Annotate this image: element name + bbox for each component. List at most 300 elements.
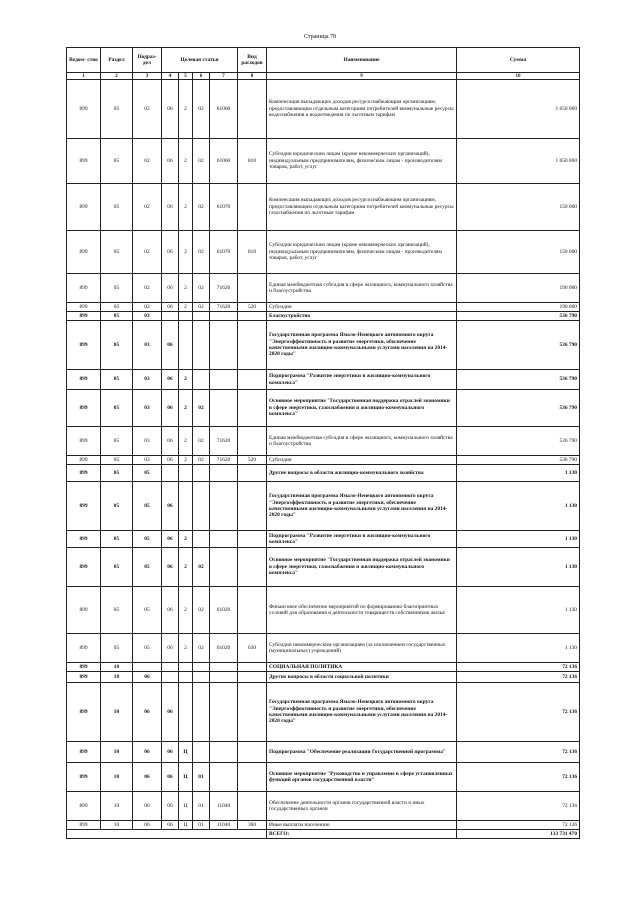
- cell-podrazdel: 03: [133, 321, 162, 370]
- page-label: Страница 78: [303, 34, 337, 40]
- cell-razdel: 05: [101, 303, 133, 312]
- col-num: 2: [101, 73, 133, 80]
- header-row: [67, 48, 580, 73]
- cell-celevaya-2: Ц: [179, 763, 193, 792]
- table-row: [67, 370, 580, 390]
- cell-razdel: 05: [101, 321, 133, 370]
- cell-celevaya-3: 02: [193, 274, 210, 303]
- cell-razdel: 05: [101, 456, 133, 465]
- cell-name: Основное мероприятие "Руководство и управление в сфере установленных функций органов государственной власти": [267, 763, 457, 792]
- cell-razdel: 05: [101, 531, 133, 548]
- cell-podrazdel: [133, 663, 162, 672]
- cell-razdel: 05: [101, 312, 133, 321]
- cell-razdel: 05: [101, 184, 133, 231]
- cell-podrazdel: 05: [133, 531, 162, 548]
- cell-podrazdel: 05: [133, 587, 162, 634]
- table-row: [67, 587, 580, 634]
- cell-celevaya-1: 06: [162, 139, 179, 184]
- cell-ved: 899: [67, 683, 101, 742]
- cell-celevaya-2: Ц: [179, 742, 193, 763]
- cell-razdel: 05: [101, 465, 133, 482]
- col-num: 8: [238, 73, 267, 80]
- cell-celevaya-2: [179, 672, 193, 683]
- cell-podrazdel: 05: [133, 634, 162, 663]
- cell-razdel: 05: [101, 587, 133, 634]
- cell-vid: [238, 763, 267, 792]
- cell-celevaya-2: [179, 465, 193, 482]
- cell-celevaya-3: 02: [193, 456, 210, 465]
- table-row: [67, 456, 580, 465]
- cell-vid: [238, 587, 267, 634]
- cell-celevaya-4: 71620: [210, 427, 238, 456]
- cell-ved: 899: [67, 742, 101, 763]
- cell-sum: 1 130: [457, 465, 580, 482]
- cell-vid: [238, 792, 267, 821]
- cell-ved: 899: [67, 390, 101, 427]
- cell-celevaya-4: [210, 321, 238, 370]
- cell-sum: 72 136: [457, 763, 580, 792]
- cell-celevaya-3: [193, 531, 210, 548]
- cell-ved: 899: [67, 672, 101, 683]
- table-row: [67, 531, 580, 548]
- cell-sum: 536 790: [457, 321, 580, 370]
- total-row: [67, 830, 580, 839]
- cell-podrazdel: 03: [133, 370, 162, 390]
- cell-sum: 1 650 000: [457, 139, 580, 184]
- cell-celevaya-3: [193, 482, 210, 531]
- cell-celevaya-2: Ц: [179, 821, 193, 830]
- cell-vid: [238, 465, 267, 482]
- cell-razdel: 05: [101, 80, 133, 139]
- cell-podrazdel: 06: [133, 672, 162, 683]
- cell-celevaya-3: 01: [193, 792, 210, 821]
- cell-celevaya-2: 2: [179, 456, 193, 465]
- cell-celevaya-1: 06: [162, 683, 179, 742]
- cell-sum: 536 790: [457, 312, 580, 321]
- cell-celevaya-1: [162, 465, 179, 482]
- cell-celevaya-2: 2: [179, 274, 193, 303]
- cell-celevaya-4: [210, 548, 238, 587]
- cell-razdel: 05: [101, 231, 133, 274]
- cell-celevaya-2: 2: [179, 548, 193, 587]
- cell-celevaya-2: 2: [179, 80, 193, 139]
- cell-celevaya-3: 02: [193, 548, 210, 587]
- cell-podrazdel: 05: [133, 465, 162, 482]
- cell-sum: 1 130: [457, 482, 580, 531]
- cell-name: Субсидии: [267, 303, 457, 312]
- cell-ved: 899: [67, 531, 101, 548]
- cell-celevaya-3: 02: [193, 427, 210, 456]
- cell-ved: 899: [67, 321, 101, 370]
- cell-vid: [238, 80, 267, 139]
- cell-vid: [238, 531, 267, 548]
- cell-ved: 899: [67, 763, 101, 792]
- cell-celevaya-2: [179, 482, 193, 531]
- cell-ved: 899: [67, 792, 101, 821]
- cell-celevaya-1: [162, 663, 179, 672]
- cell-podrazdel: 06: [133, 821, 162, 830]
- cell-podrazdel: 03: [133, 456, 162, 465]
- cell-name: СОЦИАЛЬНАЯ ПОЛИТИКА: [267, 663, 457, 672]
- cell-celevaya-2: 2: [179, 390, 193, 427]
- cell-vid: [238, 321, 267, 370]
- cell-name: Благоустройство: [267, 312, 457, 321]
- cell-celevaya-1: 06: [162, 587, 179, 634]
- table-row: [67, 303, 580, 312]
- cell-celevaya-1: 06: [162, 274, 179, 303]
- cell-celevaya-3: 02: [193, 139, 210, 184]
- cell-name: Другие вопросы в области жилищно-коммунального хозяйства: [267, 465, 457, 482]
- cell-celevaya-2: 2: [179, 184, 193, 231]
- cell-ved: 899: [67, 274, 101, 303]
- cell-celevaya-1: 06: [162, 80, 179, 139]
- cell-vid: 810: [238, 139, 267, 184]
- cell-vid: [238, 427, 267, 456]
- cell-celevaya-4: [210, 531, 238, 548]
- table-row: [67, 390, 580, 427]
- cell-podrazdel: 02: [133, 184, 162, 231]
- cell-podrazdel: 05: [133, 548, 162, 587]
- cell-vid: [238, 184, 267, 231]
- cell-celevaya-1: 06: [162, 548, 179, 587]
- cell-sum: 150 000: [457, 231, 580, 274]
- cell-celevaya-2: 2: [179, 370, 193, 390]
- cell-razdel: 10: [101, 683, 133, 742]
- cell-name: Основное мероприятие "Государственная поддержка отраслей экономики в сфере энергетики, газоснабжения и жилищно-коммунального комплекса": [267, 390, 457, 427]
- cell-celevaya-3: [193, 683, 210, 742]
- cell-celevaya-4: [210, 742, 238, 763]
- cell-celevaya-4: [210, 465, 238, 482]
- table-row: [67, 672, 580, 683]
- cell-sum: 536 790: [457, 456, 580, 465]
- cell-vid: 360: [238, 821, 267, 830]
- table-row: [67, 792, 580, 821]
- total-sum: 133 731 470: [457, 830, 580, 839]
- cell-sum: 150 000: [457, 184, 580, 231]
- cell-name: Субсидии некоммерческим организациям (за исключением государственных (муниципальных) учреждений): [267, 634, 457, 663]
- header-sum: Сумма: [457, 48, 580, 73]
- cell-razdel: 10: [101, 742, 133, 763]
- cell-podrazdel: 02: [133, 303, 162, 312]
- cell-vid: [238, 683, 267, 742]
- cell-celevaya-1: 06: [162, 763, 179, 792]
- table-row: [67, 184, 580, 231]
- cell-podrazdel: 03: [133, 312, 162, 321]
- cell-vid: 810: [238, 231, 267, 274]
- cell-sum: 1 130: [457, 634, 580, 663]
- cell-celevaya-2: [179, 321, 193, 370]
- cell-name: Государственная программа Ямало-Ненецкого автономного округа "Энергоэффективность и развитие энергетики, обеспечение качественными жилищно-коммунальными услугами населения на 2014-2020 годы": [267, 683, 457, 742]
- cell-celevaya-1: 06: [162, 792, 179, 821]
- cell-sum: 190 000: [457, 303, 580, 312]
- table-row: [67, 634, 580, 663]
- cell-name: Подпрограмма "Развитие энергетики и жилищно-коммунального комплекса": [267, 531, 457, 548]
- table-row: [67, 80, 580, 139]
- cell-ved: 899: [67, 548, 101, 587]
- cell-razdel: 05: [101, 482, 133, 531]
- cell-celevaya-3: [193, 370, 210, 390]
- col-num: 4: [162, 73, 179, 80]
- cell-razdel: 10: [101, 821, 133, 830]
- cell-vid: [238, 390, 267, 427]
- cell-vid: [238, 742, 267, 763]
- cell-razdel: 05: [101, 548, 133, 587]
- cell-vid: [238, 672, 267, 683]
- cell-celevaya-3: 01: [193, 821, 210, 830]
- cell-sum: 1 130: [457, 531, 580, 548]
- col-num: 10: [457, 73, 580, 80]
- table-row: [67, 763, 580, 792]
- cell-celevaya-1: 06: [162, 231, 179, 274]
- col-num: 6: [193, 73, 210, 80]
- cell-name: Компенсация выпадающих доходов ресурсоснабжающим организациям, предоставляющим отдельным категориям потребителей коммунальные ресурсы газоснабжения по льготным тарифам: [267, 184, 457, 231]
- cell-name: Субсидии юридическим лицам (кроме некоммерческих организаций), индивидуальным предпринимателям, физическим лицам - производителям товаров, работ, услуг: [267, 231, 457, 274]
- col-num: 5: [179, 73, 193, 80]
- cell-podrazdel: 03: [133, 390, 162, 427]
- cell-ved: 899: [67, 482, 101, 531]
- table-row: [67, 312, 580, 321]
- total-label: ВСЕГО:: [267, 830, 457, 839]
- cell-celevaya-3: [193, 312, 210, 321]
- cell-celevaya-4: 11040: [210, 821, 238, 830]
- table-row: [67, 321, 580, 370]
- table-row: [67, 139, 580, 184]
- cell-vid: 520: [238, 456, 267, 465]
- cell-celevaya-4: [210, 390, 238, 427]
- cell-celevaya-3: 02: [193, 390, 210, 427]
- cell-celevaya-1: 06: [162, 427, 179, 456]
- cell-podrazdel: 02: [133, 274, 162, 303]
- budget-table: [66, 47, 580, 839]
- cell-celevaya-2: 2: [179, 587, 193, 634]
- cell-ved: 899: [67, 80, 101, 139]
- cell-razdel: 10: [101, 792, 133, 821]
- cell-razdel: 05: [101, 139, 133, 184]
- table-row: [67, 231, 580, 274]
- column-number-row: [67, 73, 580, 80]
- cell-celevaya-4: [210, 763, 238, 792]
- cell-ved: 899: [67, 821, 101, 830]
- cell-celevaya-2: 2: [179, 634, 193, 663]
- table-row: [67, 821, 580, 830]
- cell-vid: [238, 312, 267, 321]
- cell-ved: 899: [67, 231, 101, 274]
- cell-celevaya-1: 06: [162, 370, 179, 390]
- table-row: [67, 482, 580, 531]
- cell-name: Подпрограмма "Развитие энергетики и жилищно-коммунального комплекса": [267, 370, 457, 390]
- cell-celevaya-3: 01: [193, 763, 210, 792]
- cell-ved: 899: [67, 634, 101, 663]
- cell-celevaya-2: 2: [179, 427, 193, 456]
- cell-sum: 536 790: [457, 390, 580, 427]
- cell-name: Государственная программа Ямало-Ненецкого автономного округа "Энергоэффективность и развитие энергетики, обеспечение качественными жилищно-коммунальными услугами населения на 2014-2020 годы": [267, 321, 457, 370]
- cell-celevaya-4: 61060: [210, 139, 238, 184]
- cell-celevaya-1: 06: [162, 184, 179, 231]
- cell-name: Единая межбюджетная субсидия в сфере жилищного, коммунального хозяйства и благоустройства: [267, 427, 457, 456]
- cell-celevaya-4: 71620: [210, 456, 238, 465]
- cell-celevaya-4: 71620: [210, 274, 238, 303]
- cell-sum: 1 130: [457, 587, 580, 634]
- cell-celevaya-1: 06: [162, 531, 179, 548]
- cell-celevaya-1: 06: [162, 390, 179, 427]
- cell-ved: 899: [67, 312, 101, 321]
- cell-celevaya-3: [193, 465, 210, 482]
- cell-name: Обеспечение деятельности органов государственной власти и иных государственных органов: [267, 792, 457, 821]
- cell-sum: 72 136: [457, 821, 580, 830]
- cell-celevaya-4: [210, 683, 238, 742]
- table-body: [67, 80, 580, 830]
- cell-sum: 1 130: [457, 548, 580, 587]
- cell-sum: 536 790: [457, 370, 580, 390]
- cell-name: Основное мероприятие "Государственная поддержка отраслей экономики в сфере энергетики, газоснабжения и жилищно-коммунального комплекса": [267, 548, 457, 587]
- header-vid: Вид расходов: [238, 48, 267, 73]
- cell-celevaya-3: 02: [193, 634, 210, 663]
- cell-sum: 72 136: [457, 792, 580, 821]
- cell-name: Компенсация выпадающих доходов ресурсоснабжающим организациям, предоставляющим отдельным категориям потребителей коммунальные ресурсы водоснабжения и водоотведения по льготным тарифам: [267, 80, 457, 139]
- cell-celevaya-3: 02: [193, 587, 210, 634]
- cell-ved: 899: [67, 139, 101, 184]
- cell-ved: 899: [67, 587, 101, 634]
- cell-podrazdel: 03: [133, 427, 162, 456]
- table-row: [67, 548, 580, 587]
- cell-celevaya-1: 06: [162, 456, 179, 465]
- cell-sum: 536 790: [457, 427, 580, 456]
- col-num: 9: [267, 73, 457, 80]
- cell-celevaya-2: [179, 312, 193, 321]
- cell-podrazdel: 05: [133, 482, 162, 531]
- cell-razdel: 05: [101, 274, 133, 303]
- cell-celevaya-4: [210, 663, 238, 672]
- cell-podrazdel: 02: [133, 139, 162, 184]
- cell-ved: 899: [67, 427, 101, 456]
- cell-celevaya-1: [162, 312, 179, 321]
- cell-podrazdel: 02: [133, 231, 162, 274]
- header-name: Наименование: [267, 48, 457, 73]
- cell-celevaya-3: [193, 672, 210, 683]
- cell-sum: 72 136: [457, 683, 580, 742]
- cell-celevaya-4: 11040: [210, 792, 238, 821]
- header-razdel: Раздел: [101, 48, 133, 73]
- cell-vid: [238, 274, 267, 303]
- header-celevaya: Целевая статья: [162, 48, 238, 73]
- table-row: [67, 427, 580, 456]
- cell-celevaya-2: [179, 663, 193, 672]
- cell-celevaya-2: 2: [179, 303, 193, 312]
- cell-celevaya-4: [210, 482, 238, 531]
- cell-sum: 190 000: [457, 274, 580, 303]
- cell-celevaya-4: 71620: [210, 303, 238, 312]
- cell-razdel: 05: [101, 634, 133, 663]
- cell-celevaya-3: [193, 663, 210, 672]
- cell-vid: [238, 663, 267, 672]
- cell-vid: [238, 370, 267, 390]
- cell-celevaya-1: 06: [162, 821, 179, 830]
- cell-celevaya-1: 06: [162, 634, 179, 663]
- cell-sum: 72 136: [457, 663, 580, 672]
- cell-celevaya-4: 61070: [210, 184, 238, 231]
- table-row: [67, 274, 580, 303]
- cell-celevaya-3: [193, 742, 210, 763]
- cell-name: Единая межбюджетная субсидия в сфере жилищного, коммунального хозяйства и благоустройства: [267, 274, 457, 303]
- cell-celevaya-1: 06: [162, 742, 179, 763]
- cell-sum: 72 136: [457, 742, 580, 763]
- cell-celevaya-2: Ц: [179, 792, 193, 821]
- col-num: 1: [67, 73, 101, 80]
- header-ved: Ведом- ство: [67, 48, 101, 73]
- cell-celevaya-4: [210, 672, 238, 683]
- cell-podrazdel: 06: [133, 792, 162, 821]
- cell-celevaya-1: 06: [162, 321, 179, 370]
- cell-podrazdel: 06: [133, 683, 162, 742]
- col-num: 3: [133, 73, 162, 80]
- cell-razdel: 10: [101, 672, 133, 683]
- cell-sum: 1 650 000: [457, 80, 580, 139]
- cell-celevaya-4: 61060: [210, 80, 238, 139]
- cell-celevaya-4: [210, 312, 238, 321]
- cell-razdel: 10: [101, 663, 133, 672]
- cell-celevaya-4: [210, 370, 238, 390]
- cell-celevaya-1: [162, 672, 179, 683]
- cell-vid: 520: [238, 303, 267, 312]
- cell-razdel: 05: [101, 370, 133, 390]
- cell-celevaya-3: 02: [193, 184, 210, 231]
- cell-razdel: 05: [101, 390, 133, 427]
- total-spacer: [67, 830, 267, 839]
- cell-sum: 72 136: [457, 672, 580, 683]
- cell-razdel: 05: [101, 427, 133, 456]
- cell-celevaya-2: [179, 683, 193, 742]
- cell-name: Субсидии: [267, 456, 457, 465]
- cell-celevaya-1: 06: [162, 303, 179, 312]
- cell-podrazdel: 02: [133, 80, 162, 139]
- header-podrazdel: Подраз- дел: [133, 48, 162, 73]
- cell-celevaya-3: 02: [193, 303, 210, 312]
- cell-name: Иные выплаты населению: [267, 821, 457, 830]
- cell-celevaya-2: 2: [179, 531, 193, 548]
- cell-ved: 899: [67, 184, 101, 231]
- cell-name: Другие вопросы в области социальной политики: [267, 672, 457, 683]
- table-row: [67, 683, 580, 742]
- cell-celevaya-3: [193, 321, 210, 370]
- cell-celevaya-2: 2: [179, 231, 193, 274]
- col-num: 7: [210, 73, 238, 80]
- cell-razdel: 10: [101, 763, 133, 792]
- cell-ved: 899: [67, 303, 101, 312]
- cell-name: Подпрограмма "Обеспечение реализации Государственной программы": [267, 742, 457, 763]
- cell-name: Государственная программа Ямало-Ненецкого автономного округа "Энергоэффективность и развитие энергетики, обеспечение качественными жилищно-коммунальными услугами населения на 2014-2020 годы": [267, 482, 457, 531]
- cell-celevaya-4: 61020: [210, 587, 238, 634]
- cell-celevaya-3: 02: [193, 231, 210, 274]
- cell-celevaya-3: 02: [193, 80, 210, 139]
- table-row: [67, 663, 580, 672]
- table-row: [67, 742, 580, 763]
- cell-podrazdel: 06: [133, 742, 162, 763]
- table-row: [67, 465, 580, 482]
- cell-podrazdel: 06: [133, 763, 162, 792]
- cell-ved: 899: [67, 663, 101, 672]
- cell-ved: 899: [67, 370, 101, 390]
- cell-ved: 899: [67, 456, 101, 465]
- cell-celevaya-4: 61020: [210, 634, 238, 663]
- cell-celevaya-4: 61070: [210, 231, 238, 274]
- cell-vid: [238, 482, 267, 531]
- cell-ved: 899: [67, 465, 101, 482]
- cell-celevaya-1: 06: [162, 482, 179, 531]
- cell-celevaya-2: 2: [179, 139, 193, 184]
- cell-vid: [238, 548, 267, 587]
- cell-name: Финансовое обеспечение мероприятий по формированию благоприятных условий для образования и деятельности товариществ собственников жилья: [267, 587, 457, 634]
- cell-name: Субсидии юридическим лицам (кроме некоммерческих организаций), индивидуальным предпринимателям, физическим лицам - производителям товаров, работ, услуг: [267, 139, 457, 184]
